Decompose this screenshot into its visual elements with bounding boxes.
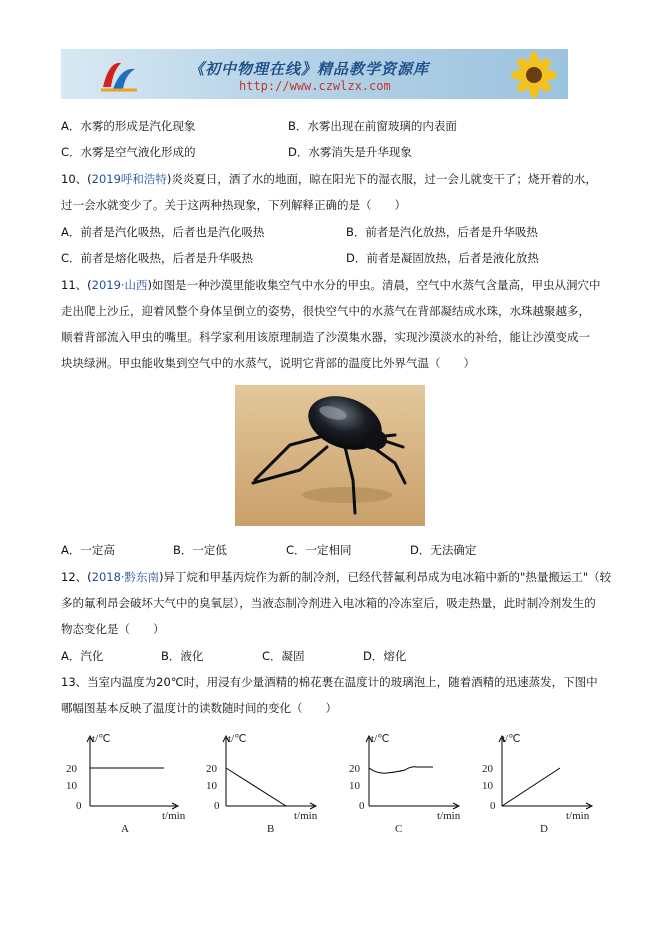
graph-d-label: D xyxy=(540,823,548,835)
graph-a-xlabel: t/min xyxy=(162,810,186,822)
q11-option-a: A．一定高 xyxy=(61,543,115,557)
q12-option-d: D．熔化 xyxy=(363,649,407,663)
q9-option-c: C．水雾是空气液化形成的 xyxy=(61,145,196,159)
graph-d-tick-0: 0 xyxy=(490,800,496,812)
q10-option-a: A．前者是汽化吸热，后者也是汽化吸热 xyxy=(61,225,265,239)
header-banner xyxy=(61,49,568,99)
graph-b-xlabel: t/min xyxy=(294,810,318,822)
graph-b xyxy=(206,732,336,840)
graph-d xyxy=(480,732,610,840)
q9-option-a: A．水雾的形成是汽化现象 xyxy=(61,119,196,133)
q12-line2: 多的氟利昂会破坏大气中的臭氧层），当液态制冷剂进入电冰箱的冷冻室后，吸走热量，此时制冷剂发生的 xyxy=(61,596,596,610)
graph-c-label: C xyxy=(395,823,403,835)
q11-option-d: D．无法确定 xyxy=(410,543,477,557)
q11-option-c: C．一定相同 xyxy=(286,543,352,557)
q10-option-c: C．前者是熔化吸热，后者是升华吸热 xyxy=(61,251,254,265)
q12-option-b: B．液化 xyxy=(161,649,204,663)
q10-line2: 过一会水就变少了。关于这两种热现象，下列解释正确的是（ ） xyxy=(61,198,406,212)
graph-c-tick-20: 20 xyxy=(349,763,360,775)
logo-icon xyxy=(99,57,139,93)
graph-a-label: A xyxy=(121,823,129,835)
q11-option-b: B．一定低 xyxy=(173,543,227,557)
graph-b-tick-0: 0 xyxy=(214,800,220,812)
graph-a-tick-20: 20 xyxy=(66,763,77,775)
graph-b-tick-20: 20 xyxy=(206,763,217,775)
graph-b-label: B xyxy=(267,823,275,835)
graph-a-ylabel: t/℃ xyxy=(92,733,111,745)
q10-line1: 10、(2019呼和浩特)炎炎夏日，洒了水的地面，晾在阳光下的湿衣服，过一会儿就变干了；烧开着的水， xyxy=(61,172,597,186)
q12-option-c: C．凝固 xyxy=(262,649,305,663)
banner-url: http://www.czwlzx.com xyxy=(239,79,391,93)
q12-line1: 12、(2018·黔东南)异丁烷和甲基丙烷作为新的制冷剂，已经代替氟利昂成为电冰箱中新的"热量搬运工"（较 xyxy=(61,570,612,584)
q9-option-b: B．水雾出现在前窗玻璃的内表面 xyxy=(288,119,457,133)
q11-line4: 块块绿洲。甲虫能收集到空气中的水蒸气，说明它背部的温度比外界气温（ ） xyxy=(61,356,475,370)
graph-d-tick-20: 20 xyxy=(482,763,493,775)
graph-c xyxy=(345,732,475,840)
graph-a xyxy=(66,732,196,840)
graph-a-tick-10: 10 xyxy=(66,780,77,792)
graph-a-tick-0: 0 xyxy=(76,800,82,812)
sunflower-icon xyxy=(504,51,564,99)
graph-c-ylabel: t/℃ xyxy=(371,733,390,745)
q12-option-a: A．汽化 xyxy=(61,649,104,663)
q9-option-d: D．水雾消失是升华现象 xyxy=(288,145,412,159)
graph-b-tick-10: 10 xyxy=(206,780,217,792)
q13-line1: 13、当室内温度为20℃时，用浸有少量酒精的棉花裹在温度计的玻璃泡上，随着酒精的迅速蒸发，下图中 xyxy=(61,675,598,689)
q12-line3: 物态变化是（ ） xyxy=(61,622,165,636)
q11-line2: 走出爬上沙丘，迎着风整个身体呈倒立的姿势，很快空气中的水蒸气在背部凝结成水珠，水珠越聚越多， xyxy=(61,304,590,318)
graph-d-xlabel: t/min xyxy=(566,810,590,822)
graph-c-tick-0: 0 xyxy=(359,800,365,812)
q10-source: 2019呼和浩特 xyxy=(91,172,167,186)
q12-source: 2018·黔东南 xyxy=(91,570,160,584)
graph-c-xlabel: t/min xyxy=(437,810,461,822)
graph-c-tick-10: 10 xyxy=(349,780,360,792)
graph-d-tick-10: 10 xyxy=(482,780,493,792)
beetle-photo xyxy=(235,385,425,526)
graph-b-ylabel: t/℃ xyxy=(228,733,247,745)
banner-title: 《初中物理在线》精品教学资源库 xyxy=(189,60,430,78)
q11-line1: 11、(2019·山西)如图是一种沙漠里能收集空气中水分的甲虫。清晨，空气中水蒸气含量高，甲虫从洞穴中 xyxy=(61,278,601,292)
q10-option-b: B．前者是汽化放热，后者是升华吸热 xyxy=(346,225,538,239)
q11-source: 2019·山西 xyxy=(91,278,148,292)
q11-line3: 顺着背部流入甲虫的嘴里。科学家利用该原理制造了沙漠集水器，实现沙漠淡水的补给，能让沙漠变成一 xyxy=(61,330,590,344)
q13-line2: 哪幅图基本反映了温度计的读数随时间的变化（ ） xyxy=(61,701,337,715)
graph-d-ylabel: t/℃ xyxy=(502,733,521,745)
q10-option-d: D．前者是凝固放热，后者是液化放热 xyxy=(346,251,539,265)
